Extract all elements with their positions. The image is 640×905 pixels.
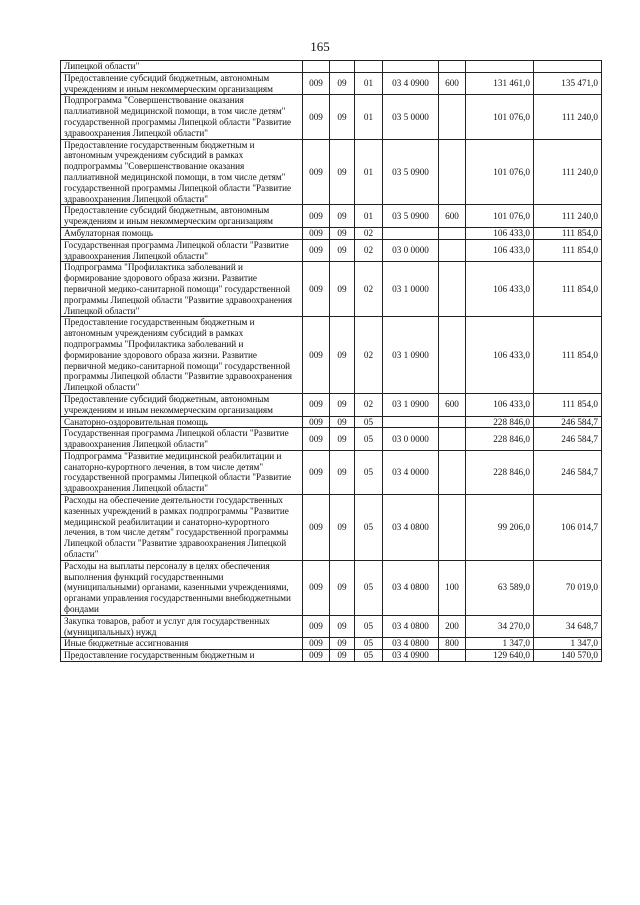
subsection-code-cell: 05 [355,638,383,650]
section-code-cell [330,61,355,73]
ministry-code-cell: 009 [303,227,330,239]
table-row [61,239,602,262]
target-article-cell: 03 0 0000 [383,428,439,451]
amount-year2-cell: 1 347,0 [534,638,602,650]
table-row [61,615,602,638]
section-code-cell: 09 [330,560,355,615]
target-article-cell: 03 1 0000 [383,262,439,317]
section-code-cell: 09 [330,317,355,394]
subsection-code-cell: 01 [355,72,383,95]
table-row [61,428,602,451]
subsection-code-cell: 05 [355,650,383,662]
target-article-cell: 03 4 0800 [383,560,439,615]
table-row [61,95,602,139]
target-article-cell [383,416,439,428]
ministry-code-cell: 009 [303,495,330,561]
table-row [61,495,602,561]
ministry-code-cell: 009 [303,416,330,428]
amount-year1-cell: 101 076,0 [466,95,534,139]
expense-type-cell [439,495,466,561]
target-article-cell: 03 4 0800 [383,638,439,650]
description-cell: Предоставление субсидий бюджетным, автономным учреждениям и иным некоммерческим организациям [61,393,303,416]
subsection-code-cell: 05 [355,428,383,451]
ministry-code-cell: 009 [303,450,330,494]
target-article-cell: 03 5 0000 [383,95,439,139]
subsection-code-cell: 01 [355,95,383,139]
amount-year2-cell: 111 240,0 [534,95,602,139]
subsection-code-cell: 02 [355,227,383,239]
section-code-cell: 09 [330,495,355,561]
table-row [61,393,602,416]
ministry-code-cell: 009 [303,317,330,394]
amount-year2-cell: 246 584,7 [534,416,602,428]
description-cell: Закупка товаров, работ и услуг для государственных (муниципальных) нужд [61,615,303,638]
description-cell: Государственная программа Липецкой области "Развитие здравоохранения Липецкой области" [61,239,303,262]
amount-year1-cell: 101 076,0 [466,139,534,205]
target-article-cell: 03 4 0000 [383,450,439,494]
table-row [61,560,602,615]
amount-year1-cell: 106 433,0 [466,227,534,239]
section-code-cell: 09 [330,650,355,662]
expense-type-cell [439,416,466,428]
description-cell: Предоставление государственным бюджетным и автономным учреждениям субсидий в рамках подпрограммы "Профилактика заболеваний и формирование здорового образа жизни. Развитие первичной медико-санитарной помощи" государственной программы Липецкой области "Развитие здравоохранения Липецкой области" [61,317,303,394]
amount-year2-cell: 34 648,7 [534,615,602,638]
section-code-cell: 09 [330,450,355,494]
description-cell: Расходы на выплаты персоналу в целях обеспечения выполнения функций государственными (муниципальными) органами, казенными учреждениями, органами управления государственными внебюджетными фондами [61,560,303,615]
subsection-code-cell: 05 [355,560,383,615]
budget-table [60,60,602,662]
amount-year1-cell: 228 846,0 [466,450,534,494]
description-cell: Государственная программа Липецкой области "Развитие здравоохранения Липецкой области" [61,428,303,451]
description-cell: Предоставление государственным бюджетным и автономным учреждениям субсидий в рамках подпрограммы "Совершенствование оказания паллиативной медицинской помощи, в том числе детям" государственной программы Липецкой области "Развитие здравоохранения Липецкой области" [61,139,303,205]
ministry-code-cell: 009 [303,560,330,615]
amount-year1-cell: 129 640,0 [466,650,534,662]
target-article-cell: 03 4 0900 [383,72,439,95]
section-code-cell: 09 [330,227,355,239]
expense-type-cell [439,428,466,451]
amount-year1-cell: 34 270,0 [466,615,534,638]
amount-year1-cell: 106 433,0 [466,262,534,317]
amount-year1-cell: 99 206,0 [466,495,534,561]
expense-type-cell: 200 [439,615,466,638]
table-row [61,317,602,394]
subsection-code-cell: 05 [355,450,383,494]
target-article-cell: 03 5 0900 [383,139,439,205]
table-row [61,227,602,239]
description-cell: Предоставление субсидий бюджетным, автономным учреждениям и иным некоммерческим организациям [61,205,303,228]
description-cell: Санаторно-оздоровительная помощь [61,416,303,428]
target-article-cell: 03 1 0900 [383,317,439,394]
target-article-cell: 03 4 0900 [383,650,439,662]
target-article-cell: 03 1 0900 [383,393,439,416]
section-code-cell: 09 [330,139,355,205]
subsection-code-cell: 01 [355,205,383,228]
subsection-code-cell: 05 [355,416,383,428]
subsection-code-cell [355,61,383,73]
subsection-code-cell: 02 [355,393,383,416]
target-article-cell: 03 4 0800 [383,495,439,561]
ministry-code-cell: 009 [303,428,330,451]
amount-year1-cell: 63 589,0 [466,560,534,615]
section-code-cell: 09 [330,72,355,95]
description-cell: Иные бюджетные ассигнования [61,638,303,650]
amount-year1-cell: 228 846,0 [466,428,534,451]
amount-year1-cell [466,61,534,73]
amount-year2-cell: 140 570,0 [534,650,602,662]
section-code-cell: 09 [330,416,355,428]
subsection-code-cell: 02 [355,239,383,262]
subsection-code-cell: 02 [355,262,383,317]
expense-type-cell [439,450,466,494]
expense-type-cell [439,317,466,394]
amount-year2-cell: 111 240,0 [534,139,602,205]
expense-type-cell [439,227,466,239]
subsection-code-cell: 02 [355,317,383,394]
target-article-cell [383,227,439,239]
description-cell: Подпрограмма "Совершенствование оказания паллиативной медицинской помощи, в том числе детям" государственной программы Липецкой области "Развитие здравоохранения Липецкой области" [61,95,303,139]
table-row [61,61,602,73]
amount-year1-cell: 106 433,0 [466,317,534,394]
section-code-cell: 09 [330,95,355,139]
amount-year1-cell: 131 461,0 [466,72,534,95]
ministry-code-cell: 009 [303,205,330,228]
target-article-cell [383,61,439,73]
ministry-code-cell: 009 [303,262,330,317]
ministry-code-cell: 009 [303,615,330,638]
table-row [61,650,602,662]
description-cell: Подпрограмма "Профилактика заболеваний и формирование здорового образа жизни. Развитие первичной медико-санитарной помощи" государственной программы Липецкой области "Развитие здравоохранения Липецкой области" [61,262,303,317]
section-code-cell: 09 [330,638,355,650]
description-cell: Расходы на обеспечение деятельности государственных казенных учреждений в рамках подпрограммы "Развитие медицинской реабилитации и санаторно-курортного лечения, в том числе детям" государственной программы Липецкой области "Развитие здравоохранения Липецкой области" [61,495,303,561]
table-row [61,139,602,205]
description-cell: Амбулаторная помощь [61,227,303,239]
amount-year2-cell: 135 471,0 [534,72,602,95]
amount-year1-cell: 106 433,0 [466,393,534,416]
expense-type-cell [439,61,466,73]
description-cell: Предоставление субсидий бюджетным, автономным учреждениям и иным некоммерческим организациям [61,72,303,95]
amount-year2-cell: 111 854,0 [534,317,602,394]
table-row [61,416,602,428]
amount-year2-cell [534,61,602,73]
amount-year1-cell: 228 846,0 [466,416,534,428]
amount-year2-cell: 246 584,7 [534,428,602,451]
ministry-code-cell: 009 [303,638,330,650]
expense-type-cell [439,239,466,262]
amount-year2-cell: 106 014,7 [534,495,602,561]
section-code-cell: 09 [330,615,355,638]
expense-type-cell [439,262,466,317]
section-code-cell: 09 [330,393,355,416]
ministry-code-cell: 009 [303,239,330,262]
subsection-code-cell: 05 [355,495,383,561]
amount-year2-cell: 111 854,0 [534,262,602,317]
section-code-cell: 09 [330,262,355,317]
expense-type-cell: 100 [439,560,466,615]
expense-type-cell [439,650,466,662]
subsection-code-cell: 05 [355,615,383,638]
amount-year1-cell: 106 433,0 [466,239,534,262]
table-row [61,72,602,95]
expense-type-cell [439,95,466,139]
target-article-cell: 03 5 0900 [383,205,439,228]
amount-year2-cell: 111 854,0 [534,393,602,416]
ministry-code-cell: 009 [303,650,330,662]
page-number: 165 [310,39,330,54]
ministry-code-cell [303,61,330,73]
section-code-cell: 09 [330,205,355,228]
amount-year1-cell: 101 076,0 [466,205,534,228]
description-cell: Липецкой области" [61,61,303,73]
description-cell: Подпрограмма "Развитие медицинской реабилитации и санаторно-курортного лечения, в том числе детям" государственной программы Липецкой области "Развитие здравоохранения Липецкой области" [61,450,303,494]
amount-year2-cell: 111 240,0 [534,205,602,228]
amount-year2-cell: 111 854,0 [534,227,602,239]
expense-type-cell: 600 [439,393,466,416]
expense-type-cell: 600 [439,205,466,228]
description-cell: Предоставление государственным бюджетным и [61,650,303,662]
target-article-cell: 03 4 0800 [383,615,439,638]
table-row [61,638,602,650]
amount-year2-cell: 70 019,0 [534,560,602,615]
section-code-cell: 09 [330,239,355,262]
ministry-code-cell: 009 [303,139,330,205]
ministry-code-cell: 009 [303,393,330,416]
expense-type-cell: 600 [439,72,466,95]
subsection-code-cell: 01 [355,139,383,205]
table-row [61,205,602,228]
table-row [61,262,602,317]
expense-type-cell: 800 [439,638,466,650]
section-code-cell: 09 [330,428,355,451]
table-row [61,450,602,494]
ministry-code-cell: 009 [303,72,330,95]
target-article-cell: 03 0 0000 [383,239,439,262]
ministry-code-cell: 009 [303,95,330,139]
amount-year2-cell: 246 584,7 [534,450,602,494]
amount-year1-cell: 1 347,0 [466,638,534,650]
amount-year2-cell: 111 854,0 [534,239,602,262]
expense-type-cell [439,139,466,205]
